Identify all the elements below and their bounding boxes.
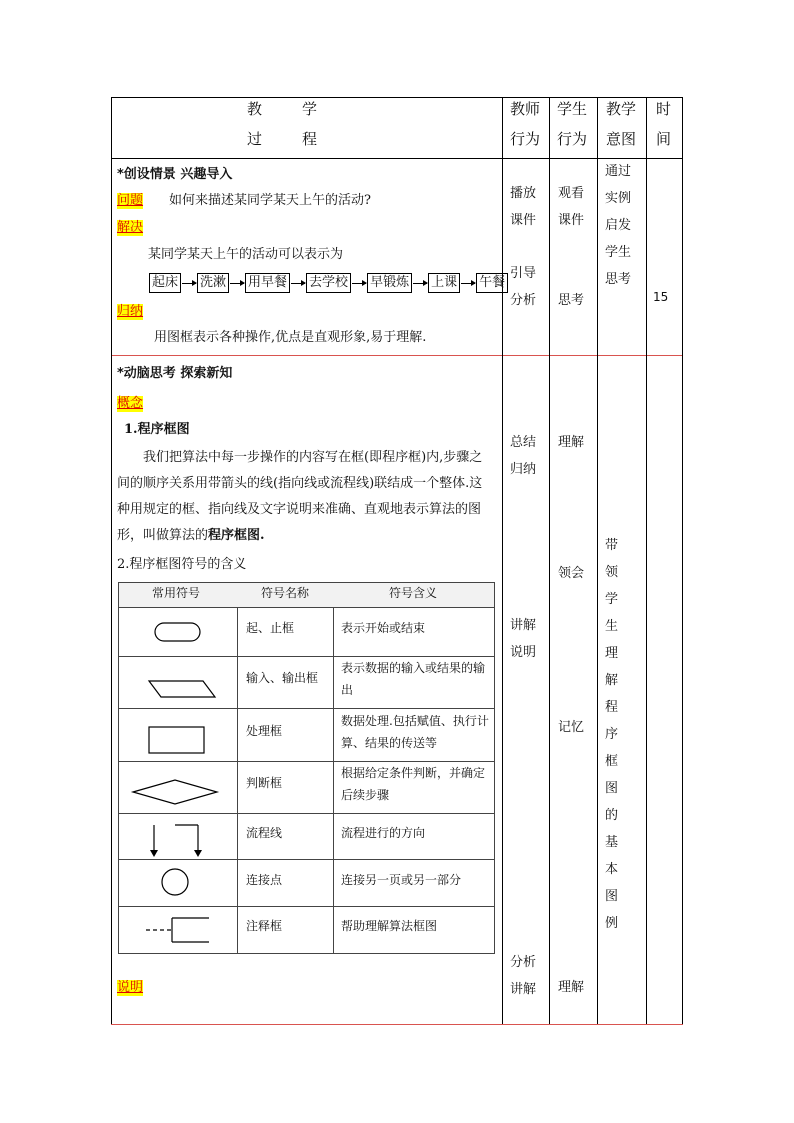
- col-divider-1: [502, 97, 503, 1024]
- annotation-symbol-icon: [146, 918, 209, 942]
- s2-student: 理解: [558, 980, 585, 995]
- table-bottom-border: [111, 1024, 683, 1025]
- header-intent-1: 教学: [606, 100, 637, 118]
- s2-student: 理解: [558, 435, 585, 450]
- activity-sequence: [149, 273, 508, 293]
- definition-paragraph: [117, 445, 495, 549]
- problem-text: 如何来描述某同学某天上午的活动?: [169, 193, 371, 208]
- s2-teacher: 分析: [510, 955, 537, 970]
- summary-text: 用图框表示各种操作,优点是直观形象,易于理解.: [154, 330, 427, 345]
- header-teacher-1: 教师: [510, 100, 541, 118]
- s2-teacher: 总结: [510, 435, 537, 450]
- definition-text: 我们把算法中每一步操作的内容写在框(即程序框)内,步骤之间的顺序关系用带箭头的线(指向线或流程线)联结成一个整体.这种用规定的框、指向线及文字说明来准确、直观地表示算法的图形，叫做算法的: [117, 450, 483, 543]
- arrow-right-icon: [352, 283, 366, 284]
- symbol-drawings: [119, 608, 237, 952]
- col-divider-3: [597, 97, 598, 1024]
- header-student-2: 行为: [557, 130, 588, 148]
- decision-symbol-icon: [133, 780, 217, 804]
- s2-intent: 带领学生理解程序框图的基本图例: [605, 538, 625, 931]
- s1-time: 15: [653, 290, 669, 304]
- table-right-border: [682, 97, 683, 1024]
- seq-step: 午餐: [476, 273, 508, 293]
- header-jiao: 教: [247, 100, 263, 118]
- header-time-2: 间: [656, 130, 672, 148]
- col-divider-2: [549, 97, 550, 1024]
- s1-teacher: 引导: [510, 266, 537, 281]
- solve-text: 某同学某天上午的活动可以表示为: [148, 247, 344, 262]
- seq-step: 去学校: [306, 273, 351, 293]
- arrow-right-icon: [182, 283, 196, 284]
- summary-tag: 归纳: [117, 304, 144, 319]
- row-name: 连接点: [246, 873, 283, 887]
- seq-step: 早锻炼: [367, 273, 412, 293]
- arrow-right-icon: [413, 283, 427, 284]
- section1-heading: *创设情景 兴趣导入: [117, 167, 233, 182]
- s1-student: 观看: [558, 186, 585, 201]
- solve-tag: 解决: [117, 220, 144, 235]
- row-name: 判断框: [246, 776, 283, 790]
- th-symbol: 常用符号: [152, 586, 201, 600]
- connector-symbol-icon: [162, 869, 188, 895]
- note-tag: 说明: [117, 980, 144, 995]
- seq-step: 用早餐: [245, 273, 290, 293]
- header-teacher-2: 行为: [510, 130, 541, 148]
- s2-student: 领会: [558, 566, 585, 581]
- s2-teacher: 讲解: [510, 982, 537, 997]
- s1-intent: 通过实例启发学生思考: [605, 164, 632, 287]
- header-guo: 过: [247, 130, 263, 148]
- th-name: 符号名称: [261, 586, 310, 600]
- s1-student: 思考: [558, 293, 585, 308]
- header-intent-2: 意图: [606, 130, 637, 148]
- seq-step: 上课: [428, 273, 460, 293]
- row-meaning: 连接另一页或另一部分: [341, 873, 462, 887]
- seq-step: 起床: [149, 273, 181, 293]
- col-divider-4: [646, 97, 647, 1024]
- header-student-1: 学生: [557, 100, 588, 118]
- s2-teacher: 讲解: [510, 618, 537, 633]
- row-name: 注释框: [246, 919, 283, 933]
- row-meaning: 表示数据的输入或结果的输出: [341, 661, 486, 697]
- s1-teacher: 课件: [510, 213, 537, 228]
- s2-teacher: 归纳: [510, 462, 537, 477]
- row-name: 流程线: [246, 826, 283, 840]
- row-meaning: 流程进行的方向: [341, 826, 426, 840]
- terminal-symbol-icon: [155, 623, 200, 641]
- s1-teacher: 播放: [510, 186, 537, 201]
- row-meaning: 帮助理解算法框图: [341, 919, 438, 933]
- header-xue: 学: [302, 100, 318, 118]
- process-symbol-icon: [149, 727, 204, 753]
- io-symbol-icon: [149, 681, 215, 697]
- arrow-right-icon: [230, 283, 244, 284]
- row-name: 起、止框: [246, 621, 295, 635]
- s1-student: 课件: [558, 213, 585, 228]
- row-name: 输入、输出框: [246, 671, 319, 685]
- arrow-right-icon: [291, 283, 305, 284]
- s1-teacher: 分析: [510, 293, 537, 308]
- th-meaning: 符号含义: [389, 586, 438, 600]
- row-meaning: 根据给定条件判断，并确定后续步骤: [341, 766, 486, 802]
- flowline-symbol-icon: [150, 825, 202, 857]
- sub2-heading: 2.程序框图符号的含义: [117, 557, 247, 572]
- row-meaning: 数据处理.包括赋值、执行计算、结果的传送等: [341, 714, 489, 750]
- header-cheng: 程: [302, 130, 318, 148]
- definition-term: 程序框图.: [208, 528, 265, 543]
- sub1-heading: 1.程序框图: [124, 422, 190, 437]
- problem-tag: 问题: [117, 193, 144, 208]
- table-left-border: [111, 97, 112, 1024]
- arrow-right-icon: [461, 283, 475, 284]
- s2-student: 记忆: [558, 720, 585, 735]
- s2-teacher: 说明: [510, 645, 537, 660]
- row-name: 处理框: [246, 724, 283, 738]
- header-time-1: 时: [656, 100, 672, 118]
- concept-tag: 概念: [117, 396, 144, 411]
- section2-heading: *动脑思考 探索新知: [117, 366, 233, 381]
- row-meaning: 表示开始或结束: [341, 621, 426, 635]
- seq-step: 洗漱: [197, 273, 229, 293]
